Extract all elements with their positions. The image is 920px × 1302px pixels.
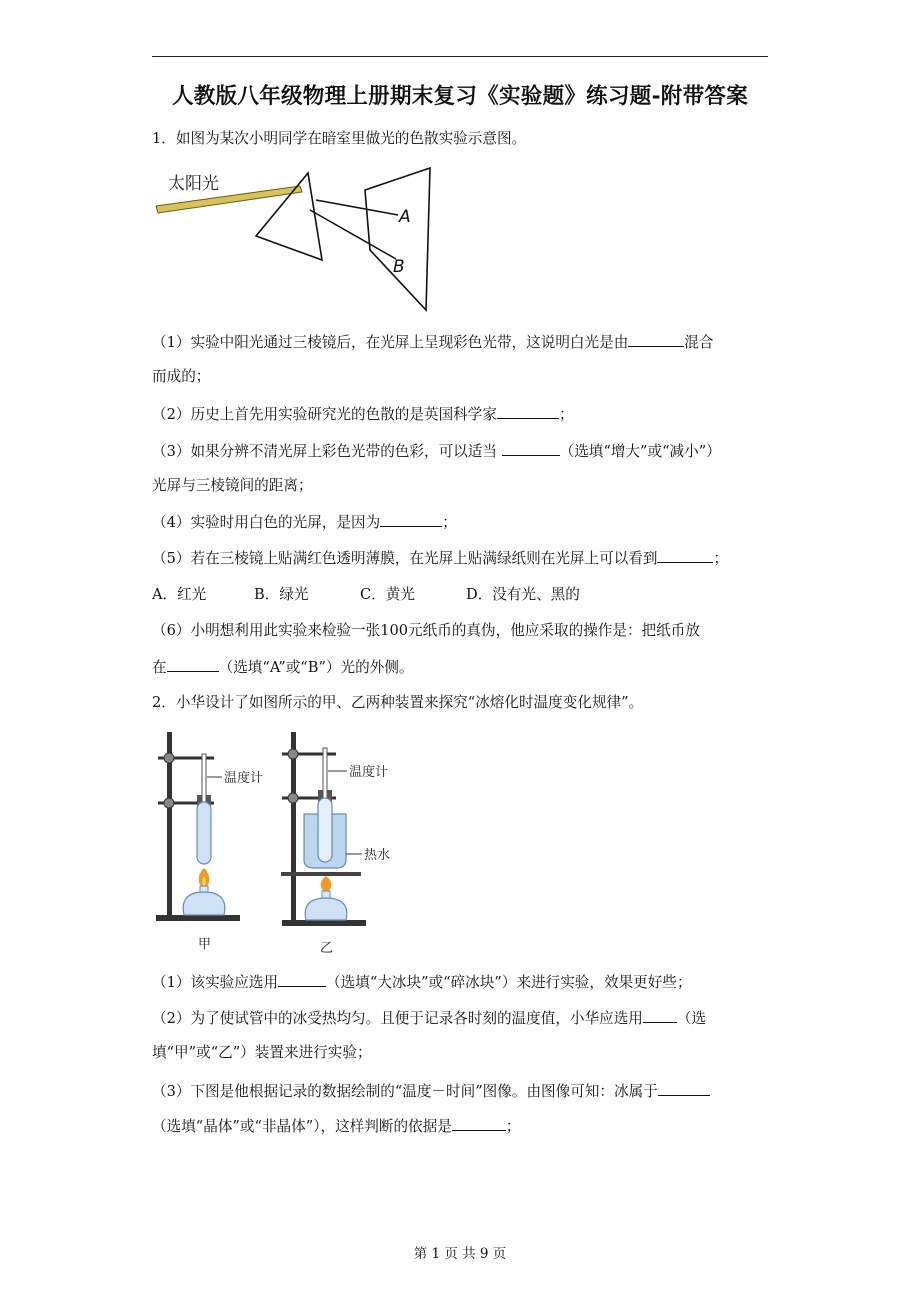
option-b[interactable]: B．绿光: [254, 586, 309, 603]
q1-part6-cont: 在 （选填“A”或“B”）光的外侧。: [152, 659, 414, 676]
test-tube: [197, 802, 211, 864]
answer-blank[interactable]: [502, 441, 560, 456]
clamp-knob: [164, 753, 174, 763]
q2-part2: （2）为了使试管中的冰受热均匀。且便于记录各时刻的温度值，小华应选用 （选: [152, 1010, 707, 1027]
q1-part2: （2）历史上首先用实验研究光的色散的是英国科学家 ；: [152, 406, 574, 423]
answer-blank[interactable]: [452, 1116, 506, 1131]
answer-blank[interactable]: [643, 1008, 677, 1023]
answer-blank[interactable]: [657, 548, 713, 563]
thermometer-label-jia: 温度计: [224, 771, 264, 786]
q1-part3: （3）如果分辨不清光屏上彩色光带的色彩，可以适当 （选填“增大”或“减小”）: [152, 443, 721, 460]
q1-part6: （6）小明想利用此实验来检验一张100元纸币的真伪，他应采取的操作是：把纸币放: [152, 622, 700, 639]
q2-part1: （1）该实验应选用 （选填“大冰块”或“碎冰块”）来进行实验，效果更好些；: [152, 974, 692, 991]
q1-part5: （5）若在三棱镜上贴满红色透明薄膜，在光屏上贴满绿纸则在光屏上可以看到 ；: [152, 550, 729, 567]
stand-rod: [291, 732, 296, 921]
answer-blank[interactable]: [380, 512, 442, 527]
ray-b: [310, 210, 396, 259]
clamp-knob: [164, 798, 174, 808]
header-rule: [152, 56, 768, 57]
light-screen: [365, 168, 430, 310]
q2-part3: （3）下图是他根据记录的数据绘制的“温度－时间”图像。由图像可知：冰属于: [152, 1081, 710, 1102]
clamp-knob: [288, 793, 298, 803]
page-footer: 第 1 页 共 9 页: [413, 1246, 507, 1262]
clamp-knob: [288, 749, 298, 759]
option-c[interactable]: C．黄光: [360, 586, 415, 603]
page-title: 人教版八年级物理上册期末复习《实验题》练习题-附带答案: [171, 84, 749, 109]
thermometer-label-yi: 温度计: [349, 765, 389, 780]
prism: [256, 173, 322, 260]
q1-stem: 1．如图为某次小明同学在暗室里做光的色散实验示意图。: [152, 130, 527, 147]
answer-blank[interactable]: [628, 332, 684, 347]
answer-blank[interactable]: [658, 1081, 710, 1096]
test-tube: [318, 798, 332, 862]
hot-water-label: 热水: [364, 848, 391, 863]
q2-part3-cont: （选填“晶体”或“非晶体”），这样判断的依据是 ；: [152, 1118, 521, 1135]
q1-part1: （1）实验中阳光通过三棱镜后，在光屏上呈现彩色光带，这说明白光是由 混合: [152, 334, 714, 351]
apparatus-figure: [150, 726, 410, 958]
sunlight-label: 太阳光: [168, 174, 219, 194]
q1-part4: （4）实验时用白色的光屏，是因为 ；: [152, 514, 457, 531]
q1-part3-cont: 光屏与三棱镜间的距离；: [152, 477, 313, 494]
ray-a: [316, 200, 398, 215]
alcohol-lamp: [305, 898, 347, 920]
answer-blank[interactable]: [497, 404, 559, 419]
flame: [321, 876, 332, 892]
q1-part1-cont: 而成的；: [152, 368, 211, 385]
wire-gauze: [281, 872, 361, 876]
dispersion-figure: [150, 164, 440, 314]
apparatus-yi: [281, 732, 390, 956]
label-a: A: [399, 207, 411, 227]
option-d[interactable]: D．没有光、黑的: [466, 586, 580, 603]
q1-options: [152, 585, 580, 605]
q2-part2-cont: 填“甲”或“乙”）装置来进行实验；: [152, 1044, 372, 1061]
answer-blank[interactable]: [167, 657, 219, 672]
caption-yi: 乙: [320, 941, 334, 956]
label-b: B: [393, 257, 405, 277]
caption-jia: 甲: [198, 937, 212, 952]
option-a[interactable]: A．红光: [152, 586, 207, 603]
answer-blank[interactable]: [278, 972, 326, 987]
apparatus-jia: [156, 732, 263, 952]
q2-stem: 2．小华设计了如图所示的甲、乙两种装置来探究“冰熔化时温度变化规律”。: [152, 694, 644, 711]
alcohol-lamp: [183, 892, 225, 915]
